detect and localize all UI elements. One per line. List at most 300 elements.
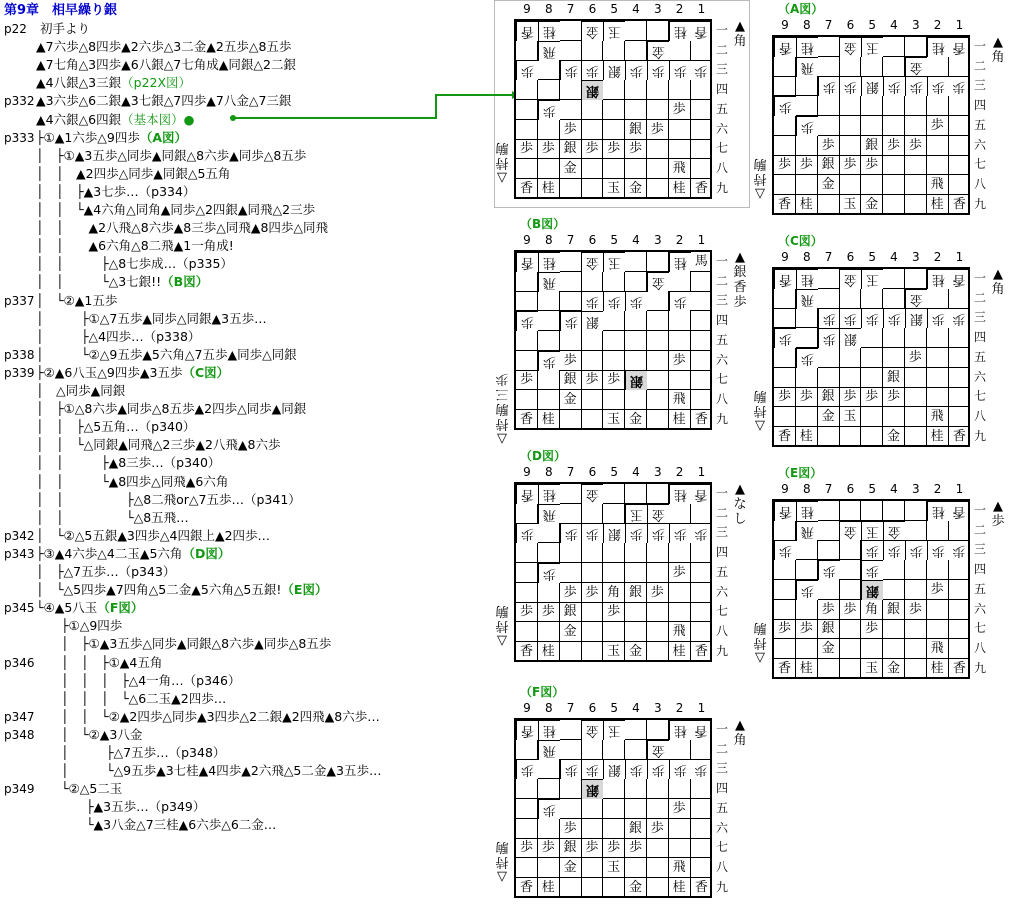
board-square <box>927 76 949 96</box>
piece: 香 <box>694 411 708 427</box>
page-ref: p333 <box>4 130 35 145</box>
board-square <box>516 642 538 662</box>
board-square <box>560 159 582 179</box>
board-square <box>603 563 625 583</box>
piece: 歩 <box>651 526 665 542</box>
board-square <box>603 484 625 504</box>
piece: 歩 <box>519 604 533 620</box>
move-text: │ │ ▲2八飛△8六歩▲8三歩△同飛▲8四歩△同飛 <box>36 220 329 236</box>
piece: 歩 <box>542 565 556 581</box>
file-label: 7 <box>566 2 575 16</box>
board-square <box>839 387 861 407</box>
board-square <box>818 427 840 447</box>
rank-label: 六 <box>715 352 728 367</box>
file-label: 5 <box>868 250 876 264</box>
file-label: 3 <box>653 465 662 479</box>
rank-label: 四 <box>715 545 728 560</box>
board-square <box>625 159 647 179</box>
board-square <box>861 619 883 639</box>
board-square <box>796 387 818 407</box>
board-square <box>625 878 647 898</box>
board-square <box>774 57 796 77</box>
board-square <box>538 21 560 41</box>
piece: 香 <box>779 40 793 55</box>
board-square <box>538 139 560 159</box>
move-text: │ │ └△3七銀!! <box>36 274 162 290</box>
board-square <box>516 41 538 61</box>
board-square <box>669 291 691 311</box>
board-square <box>839 155 861 175</box>
move-text: │ └△5四歩▲7四角△5二金▲5六角△5五銀! <box>36 582 282 598</box>
board-square <box>625 622 647 642</box>
gote-hand: 持駒 ▽ <box>495 140 509 185</box>
rank-label: 八 <box>973 640 986 655</box>
file-label: 8 <box>544 233 553 247</box>
board-square <box>647 120 669 140</box>
board-square <box>690 351 712 371</box>
board-square <box>690 272 712 292</box>
board-square <box>560 504 582 524</box>
board-square <box>818 368 840 388</box>
board-square <box>839 116 861 136</box>
board-square <box>948 269 970 289</box>
piece: 歩 <box>521 314 535 330</box>
board-square <box>861 521 883 541</box>
board-square <box>883 387 905 407</box>
file-label: 8 <box>802 18 811 32</box>
board-square <box>560 410 582 430</box>
board-square <box>839 328 861 348</box>
move-text: └②△5二玉 <box>36 781 123 797</box>
board-square <box>818 57 840 77</box>
board-square <box>647 642 669 662</box>
board-square <box>669 779 691 799</box>
piece: 銀 <box>909 311 923 327</box>
board-square <box>516 272 538 292</box>
board-square <box>669 410 691 430</box>
piece: 香 <box>952 196 966 212</box>
board-square <box>883 407 905 427</box>
piece: 桂 <box>799 428 813 444</box>
board-square <box>581 159 603 179</box>
piece: 銀 <box>630 373 644 389</box>
piece: 金 <box>821 640 835 656</box>
piece: 歩 <box>541 604 555 620</box>
board-square <box>538 159 560 179</box>
board-square <box>669 390 691 410</box>
piece: 香 <box>952 40 966 55</box>
move-text: │ │ ├△8七歩成…（p335） <box>36 256 233 272</box>
board-square <box>560 484 582 504</box>
file-label: 9 <box>781 250 789 264</box>
piece: 桂 <box>799 660 813 676</box>
piece: 歩 <box>844 311 858 327</box>
board-square <box>647 100 669 120</box>
board-square <box>581 484 603 504</box>
board-square <box>603 311 625 331</box>
board-square <box>516 120 538 140</box>
piece: 歩 <box>821 601 835 617</box>
board-square <box>560 370 582 390</box>
board-square <box>796 560 818 580</box>
board-square <box>603 543 625 563</box>
diagram-title: （A図） <box>778 2 824 16</box>
piece: 歩 <box>630 762 644 778</box>
diagram-link[interactable]: （F図） <box>97 600 144 616</box>
rank-label: 五 <box>715 101 728 116</box>
rank-label: 五 <box>715 800 728 815</box>
file-label: 9 <box>523 233 531 247</box>
board-grid <box>514 718 712 898</box>
board-square <box>516 60 538 80</box>
rank-label: 三 <box>973 542 986 557</box>
board-square <box>927 136 949 156</box>
board-square <box>839 175 861 195</box>
piece: 歩 <box>822 79 836 95</box>
board-grid <box>772 267 970 447</box>
piece: 香 <box>694 643 708 659</box>
board-square <box>581 759 603 779</box>
board-square <box>927 175 949 195</box>
board-square <box>883 580 905 600</box>
board-square <box>625 291 647 311</box>
file-label: 2 <box>675 233 684 247</box>
diagram-note: （基本図）● <box>121 111 195 127</box>
move-text: ▲7七角△3四歩▲6八銀△7七角成▲同銀△2二銀 <box>36 57 296 73</box>
board-square <box>581 838 603 858</box>
board-square <box>516 370 538 390</box>
piece: 香 <box>694 24 708 39</box>
board-square <box>818 116 840 136</box>
board-square <box>774 76 796 96</box>
board-square <box>774 195 796 215</box>
board-square <box>538 838 560 858</box>
board-square <box>690 410 712 430</box>
rank-label: 二 <box>973 58 986 73</box>
board-square <box>647 311 669 331</box>
file-label: 9 <box>523 2 531 16</box>
piece: 銀 <box>866 582 880 598</box>
board-square <box>581 60 603 80</box>
board-square <box>538 370 560 390</box>
board-square <box>669 351 691 371</box>
board-square <box>839 600 861 620</box>
file-label: 5 <box>610 2 618 16</box>
board-square <box>560 291 582 311</box>
piece: 香 <box>952 428 966 444</box>
board-square <box>669 41 691 61</box>
shogi-board-C <box>753 234 1012 468</box>
board-square <box>581 543 603 563</box>
board-square <box>560 642 582 662</box>
rank-label: 二 <box>715 273 728 288</box>
diagram-link[interactable]: （E図） <box>281 582 328 598</box>
move-text: │ ├①△7五歩▲同歩△同銀▲3五歩… <box>36 310 267 326</box>
board-square <box>905 175 927 195</box>
piece: 馬 <box>694 254 708 269</box>
board-square <box>818 540 840 560</box>
page-ref: p346 <box>4 655 35 670</box>
board-square <box>560 21 582 41</box>
piece: 歩 <box>844 79 858 95</box>
piece: 玉 <box>866 40 880 55</box>
piece: 歩 <box>563 352 577 368</box>
board-square <box>538 100 560 120</box>
piece: 飛 <box>672 859 686 875</box>
move-text: │ └②△9五歩▲5六角△7五歩▲同歩△同銀 <box>36 346 297 362</box>
board-square <box>774 368 796 388</box>
board-square <box>883 600 905 620</box>
piece: 歩 <box>800 582 814 598</box>
piece: 飛 <box>672 391 686 407</box>
piece: 飛 <box>542 274 556 290</box>
page-ref: p339 <box>4 365 35 380</box>
piece: 歩 <box>672 564 686 580</box>
move-text: ├①△9四歩 <box>36 618 123 634</box>
board-square <box>538 720 560 740</box>
piece: 銀 <box>866 79 880 95</box>
board-square <box>774 501 796 521</box>
board-square <box>948 659 970 679</box>
board-square <box>796 155 818 175</box>
board-square <box>581 41 603 61</box>
file-label: 7 <box>824 250 833 264</box>
rank-label: 四 <box>973 330 986 345</box>
board-square <box>538 410 560 430</box>
board-square <box>839 136 861 156</box>
board-square <box>560 858 582 878</box>
piece: 銀 <box>608 63 622 79</box>
move-text: ├▲3五歩…（p349） <box>36 799 206 815</box>
board-square <box>690 484 712 504</box>
board-square <box>839 619 861 639</box>
board-square <box>690 583 712 603</box>
board-square <box>625 390 647 410</box>
piece: 桂 <box>673 487 687 502</box>
board-square <box>625 331 647 351</box>
board-square <box>948 580 970 600</box>
board-square <box>538 291 560 311</box>
board-square <box>516 740 538 760</box>
piece: 歩 <box>519 372 533 388</box>
piece: 歩 <box>866 563 880 579</box>
board-square <box>839 427 861 447</box>
board-square <box>647 740 669 760</box>
piece: 歩 <box>630 526 644 542</box>
piece: 飛 <box>542 506 556 522</box>
board-square <box>690 838 712 858</box>
board-square <box>818 348 840 368</box>
piece: 歩 <box>886 137 900 153</box>
rank-label: 七 <box>973 621 986 636</box>
board-square <box>669 858 691 878</box>
board-square <box>603 583 625 603</box>
board-square <box>690 252 712 272</box>
diagram-link[interactable]: （A図） <box>139 129 188 145</box>
board-square <box>948 136 970 156</box>
board-square <box>560 583 582 603</box>
board-square <box>839 580 861 600</box>
board-square <box>538 272 560 292</box>
piece: 歩 <box>909 543 923 559</box>
board-square <box>560 838 582 858</box>
board-square <box>883 501 905 521</box>
diagram-note: （p22X図） <box>121 75 192 91</box>
board-square <box>818 580 840 600</box>
board-square <box>603 179 625 199</box>
piece: 桂 <box>541 643 555 659</box>
board-square <box>625 370 647 390</box>
board-square <box>581 272 603 292</box>
piece: 歩 <box>651 63 665 79</box>
board-square <box>690 523 712 543</box>
board-square <box>839 501 861 521</box>
board-square <box>883 57 905 77</box>
piece: 歩 <box>908 137 922 153</box>
move-text: └▲3八金△7三桂▲6六歩△6二金… <box>36 817 277 833</box>
board-square <box>883 37 905 57</box>
piece: 金 <box>865 196 879 212</box>
board-square <box>905 521 927 541</box>
piece: 銀 <box>563 372 577 388</box>
page-ref: p332 <box>4 94 35 109</box>
sente-hand: ▲なし <box>733 482 747 527</box>
board-square <box>883 540 905 560</box>
rank-label: 八 <box>715 623 728 638</box>
move-text: │ │ ├△5五角…（p340） <box>36 419 196 435</box>
board-square <box>560 720 582 740</box>
piece: 歩 <box>630 294 644 310</box>
board-square <box>625 858 647 878</box>
piece: 香 <box>521 255 535 270</box>
move-text: │ │ └△8五飛… <box>36 509 189 525</box>
file-label: 3 <box>653 2 662 16</box>
piece: 桂 <box>672 411 686 427</box>
board-square <box>581 351 603 371</box>
board-square <box>839 308 861 328</box>
shogi-board-base <box>495 0 754 220</box>
piece: 桂 <box>542 24 556 39</box>
board-square <box>625 272 647 292</box>
piece: 飛 <box>930 640 944 656</box>
shogi-board-E <box>753 466 1012 700</box>
piece: 桂 <box>930 428 944 444</box>
piece: 歩 <box>800 350 814 366</box>
board-square <box>690 120 712 140</box>
board-square <box>538 252 560 272</box>
board-square <box>647 720 669 740</box>
piece: 歩 <box>930 581 944 597</box>
board-square <box>625 740 647 760</box>
board-square <box>861 540 883 560</box>
piece: 歩 <box>931 311 945 327</box>
board-square <box>905 96 927 116</box>
board-square <box>516 563 538 583</box>
board-square <box>560 390 582 410</box>
file-label: 2 <box>675 465 684 479</box>
file-label: 4 <box>632 2 640 16</box>
board-square <box>774 328 796 348</box>
board-square <box>516 390 538 410</box>
diagram-link[interactable]: （D図） <box>182 545 231 561</box>
piece: 香 <box>519 879 533 895</box>
piece: 金 <box>886 660 900 676</box>
board-square <box>560 759 582 779</box>
rank-label: 六 <box>973 137 986 152</box>
rank-label: 六 <box>715 121 728 136</box>
rank-label: 四 <box>973 98 986 113</box>
diagram-link[interactable]: （C図） <box>182 364 230 380</box>
rank-label: 六 <box>973 369 986 384</box>
board-square <box>927 659 949 679</box>
piece: 銀 <box>608 526 622 542</box>
board-square <box>560 563 582 583</box>
board-square <box>669 563 691 583</box>
board-square <box>818 501 840 521</box>
piece: 歩 <box>779 543 793 559</box>
diagram-title: （C図） <box>778 234 823 248</box>
piece: 桂 <box>931 272 945 287</box>
piece: 桂 <box>541 411 555 427</box>
board-square <box>861 195 883 215</box>
board-square <box>948 348 970 368</box>
piece: 香 <box>694 723 708 738</box>
move-text: │ ├△7五歩…（p343） <box>36 564 176 579</box>
diagram-link[interactable]: （B図） <box>161 274 209 290</box>
board-square <box>625 410 647 430</box>
board-square <box>861 501 883 521</box>
rank-label: 三 <box>715 525 728 540</box>
piece: 金 <box>844 272 858 287</box>
piece: 香 <box>952 272 966 287</box>
board-square <box>560 740 582 760</box>
piece: 銀 <box>865 137 879 153</box>
piece: 桂 <box>672 643 686 659</box>
piece: 金 <box>651 742 665 758</box>
board-square <box>538 602 560 622</box>
file-label: 7 <box>824 18 833 32</box>
board-square <box>861 289 883 309</box>
board-square <box>948 540 970 560</box>
board-square <box>538 331 560 351</box>
board-square <box>603 331 625 351</box>
piece: 歩 <box>564 762 578 778</box>
piece: 歩 <box>779 331 793 347</box>
board-square <box>669 331 691 351</box>
board-square <box>625 642 647 662</box>
piece: 銀 <box>844 331 858 347</box>
piece: 歩 <box>564 314 578 330</box>
board-square <box>905 540 927 560</box>
board-square <box>581 370 603 390</box>
move-text: ▲3六歩△6二銀▲3七銀△7四歩▲7八金△7三銀 <box>36 93 292 109</box>
board-square <box>861 560 883 580</box>
board-square <box>538 484 560 504</box>
move-text: │ └△9五歩▲3七桂▲4四歩▲2六飛△5二金▲3五歩… <box>36 763 382 779</box>
board-square <box>839 407 861 427</box>
diagram-title: （F図） <box>520 685 565 699</box>
board-square <box>690 858 712 878</box>
piece: 歩 <box>673 526 687 542</box>
board-square <box>516 504 538 524</box>
board-square <box>796 116 818 136</box>
piece: 歩 <box>672 800 686 816</box>
piece: 歩 <box>865 389 879 405</box>
piece: 玉 <box>607 859 621 875</box>
board-square <box>796 76 818 96</box>
board-square <box>839 96 861 116</box>
piece: 歩 <box>799 621 813 637</box>
